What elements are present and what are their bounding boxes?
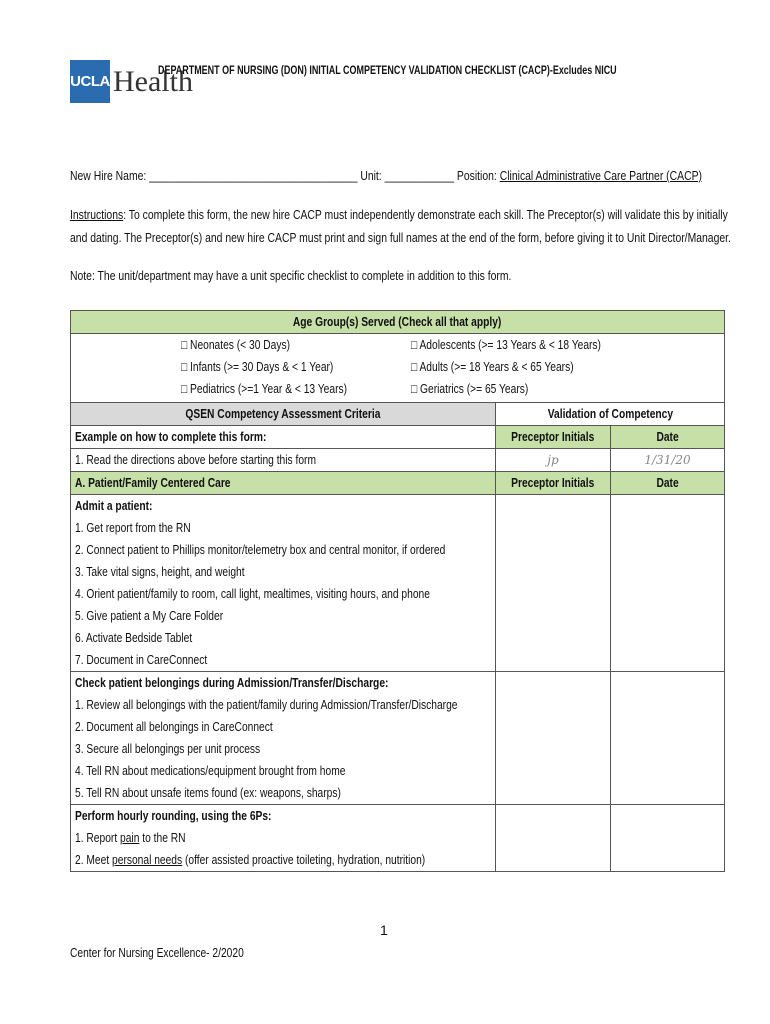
belongings-item: 2. Document all belongings in CareConnect <box>71 716 496 738</box>
rounding-item: 1. Report pain to the RN <box>71 827 496 849</box>
age-groups-heading: Age Group(s) Served (Check all that apply) <box>71 311 725 334</box>
position-label: Position: <box>456 168 497 183</box>
footer-text: Center for Nursing Excellence- 2/2020 <box>70 946 244 960</box>
health-logo-text: Health <box>113 65 193 98</box>
belongings-item: 1. Review all belongings with the patient/family during Admission/Transfer/Discharge <box>71 694 496 716</box>
example-date-header: Date <box>611 426 725 449</box>
document-title: DEPARTMENT OF NURSING (DON) INITIAL COMPETENCY VALIDATION CHECKLIST (CACP)-Excludes NICU <box>158 65 617 77</box>
checkbox-adolescents[interactable]: □ Adolescents (>= 13 Years & < 18 Years) <box>411 338 601 352</box>
belongings-item: 5. Tell RN about unsafe items found (ex: weapons, sharps) <box>71 782 496 805</box>
checkbox-adults[interactable]: □ Adults (>= 18 Years & < 65 Years) <box>411 360 574 374</box>
instructions-line-2 <box>70 230 731 245</box>
belongings-date-cell[interactable] <box>611 672 725 805</box>
section-a-initials-header: Preceptor Initials <box>496 472 611 495</box>
criteria-heading: QSEN Competency Assessment Criteria <box>71 403 496 426</box>
belongings-item: 3. Secure all belongings per unit process <box>71 738 496 760</box>
checkbox-pediatrics[interactable]: □ Pediatrics (>=1 Year & < 13 Years) <box>181 382 348 396</box>
rounding-title: Perform hourly rounding, using the 6Ps: <box>71 805 496 828</box>
page-number: 1 <box>380 922 388 938</box>
instructions-text-2: and dating. The Preceptor(s) and new hire CACP must print and sign full names at the end of the form, before giving it to Unit Director/Manager. <box>70 230 731 245</box>
admit-item: 6. Activate Bedside Tablet <box>71 627 496 649</box>
unit-blank[interactable]: ____________ <box>384 168 455 183</box>
admit-item: 1. Get report from the RN <box>71 517 496 539</box>
rounding-item: 2. Meet personal needs (offer assisted proactive toileting, hydration, nutrition) <box>71 849 496 872</box>
instructions-label: Instructions <box>70 207 124 222</box>
age-groups-options <box>71 334 725 403</box>
instructions-text-1: : To complete this form, the new hire CACP must independently demonstrate each skill. The Preceptor(s) will validate this by initially <box>123 207 728 222</box>
checkbox-geriatrics[interactable]: □ Geriatrics (>= 65 Years) <box>411 382 529 396</box>
competency-table <box>70 310 725 872</box>
new-hire-label: New Hire Name: <box>70 168 147 183</box>
example-heading: Example on how to complete this form: <box>71 426 496 449</box>
validation-heading: Validation of Competency <box>496 403 725 426</box>
admit-item: 7. Document in CareConnect <box>71 649 496 672</box>
instructions-line-1 <box>70 207 728 222</box>
example-initials: jp <box>496 449 611 472</box>
note-text: Note: The unit/department may have a unit specific checklist to complete in addition to this form. <box>70 268 512 283</box>
rounding-initials-cell[interactable] <box>496 805 611 872</box>
checkbox-neonates[interactable]: □ Neonates (< 30 Days) <box>181 338 291 352</box>
belongings-title: Check patient belongings during Admission/Transfer/Discharge: <box>71 672 496 695</box>
admit-date-cell[interactable] <box>611 495 725 672</box>
example-date: 1/31/20 <box>611 449 725 472</box>
rounding-date-cell[interactable] <box>611 805 725 872</box>
admit-item: 5. Give patient a My Care Folder <box>71 605 496 627</box>
unit-label: Unit: <box>360 168 382 183</box>
admit-item: 4. Orient patient/family to room, call light, mealtimes, visiting hours, and phone <box>71 583 496 605</box>
belongings-item: 4. Tell RN about medications/equipment brought from home <box>71 760 496 782</box>
section-a-date-header: Date <box>611 472 725 495</box>
admit-initials-cell[interactable] <box>496 495 611 672</box>
example-initials-header: Preceptor Initials <box>496 426 611 449</box>
new-hire-blank[interactable]: ____________________________________ <box>149 168 358 183</box>
admit-item: 2. Connect patient to Phillips monitor/telemetry box and central monitor, if ordered <box>71 539 496 561</box>
example-row: 1. Read the directions above before starting this form <box>71 449 496 472</box>
position-value: Clinical Administrative Care Partner (CACP) <box>499 168 702 183</box>
admit-item: 3. Take vital signs, height, and weight <box>71 561 496 583</box>
belongings-initials-cell[interactable] <box>496 672 611 805</box>
checkbox-infants[interactable]: □ Infants (>= 30 Days & < 1 Year) <box>181 360 334 374</box>
new-hire-line <box>70 168 702 183</box>
ucla-logo: UCLA <box>70 60 110 103</box>
section-a-heading: A. Patient/Family Centered Care <box>71 472 496 495</box>
admit-title: Admit a patient: <box>71 495 496 518</box>
